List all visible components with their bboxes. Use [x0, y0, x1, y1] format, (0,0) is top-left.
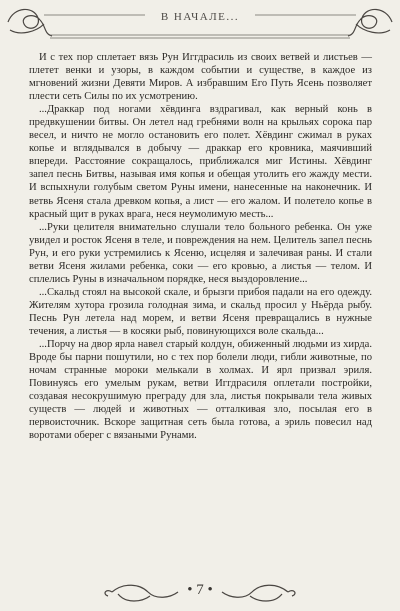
body-text [29, 51, 372, 442]
paragraph-text: ...Драккар под ногами хёвдинга вздрагивал, как верный конь в предвкушении битвы. Он летел над гребнями волн на крыльях сорока пар весел, и ничто не могло остановить его полет. Хёвдинг сжимал в руках копье и вглядывался в добычу — драккар его кровника, маячивший впереди. Расстояние сокращалось, приближался миг Истины. Хёвдинг запел песнь Битвы, называя имя копья и обещая утолить его жажду мести. И вспыхнули голубым светом Руны имени, нанесенные на наконечник. И ветвь Ясеня стала древком копья, а лист — его жалом. И полетело копье в красный щит в руках врага, неся неумолимую месть... [29, 104, 372, 220]
page-header [0, 0, 400, 50]
paragraph [29, 51, 372, 103]
paragraph-text: ...Порчу на двор ярла навел старый колдун, обиженный людьми из хирда. Вроде бы парни пошутили, но с тех пор болели люди, гибли животные, по ночам странные мороки мелькали в холмах. И ярл призвал эриля. Повинуясь его умелым рукам, ветви Иггдрасиля оплетали постройки, создавая несокрушимую преграду для зла, листья покрывали тела живых существ — людей и животных — отталкивая зло, посылая его в первоисточник. Вскоре защитная сеть была готова, а эриль повесил над воротами оберег с вязаными Рунами. [29, 339, 372, 442]
header-ornament [0, 0, 400, 50]
paragraph [29, 338, 372, 442]
paragraph [29, 103, 372, 220]
page-footer [0, 580, 400, 611]
page-number: • 7 • [187, 582, 213, 598]
paragraph-text: ...Руки целителя внимательно слушали тело больного ребенка. Он уже увидел и росток Ясеня в теле, и повреждения на нем. Целитель запел песнь Рун, и его руки устремились к Ясеню, исцеляя и залечивая раны. И стали ветви Ясеня жилами ребенка, соки — его кровью, а листья — телом. И сплелись Руны в изначальном порядке, неся выздоровление... [29, 221, 372, 285]
paragraph [29, 286, 372, 338]
paragraph-text: ...Скальд стоял на высокой скале, и брызги прибоя падали на его одежду. Жителям хутора грозила голодная зима, и скальд просил у Ньёрда рыбу. Песнь Рун летела над морем, и ветви Ясеня превращались в нужные течения, а листья — в косяки рыб, повинующихся воле скальда... [29, 286, 372, 337]
paragraph-text: И с тех пор сплетает вязь Рун Иггдрасиль из своих ветвей и листьев — плетет венки и узоры, в каждом событии и существе, в каждое из мгновений жизни Девяти Миров. А избравшим Его Путь Ясень позволяет плести сеть Силы по их усмотрению. [29, 52, 372, 103]
paragraph [29, 221, 372, 286]
chapter-title: В НАЧАЛЕ... [160, 11, 240, 23]
